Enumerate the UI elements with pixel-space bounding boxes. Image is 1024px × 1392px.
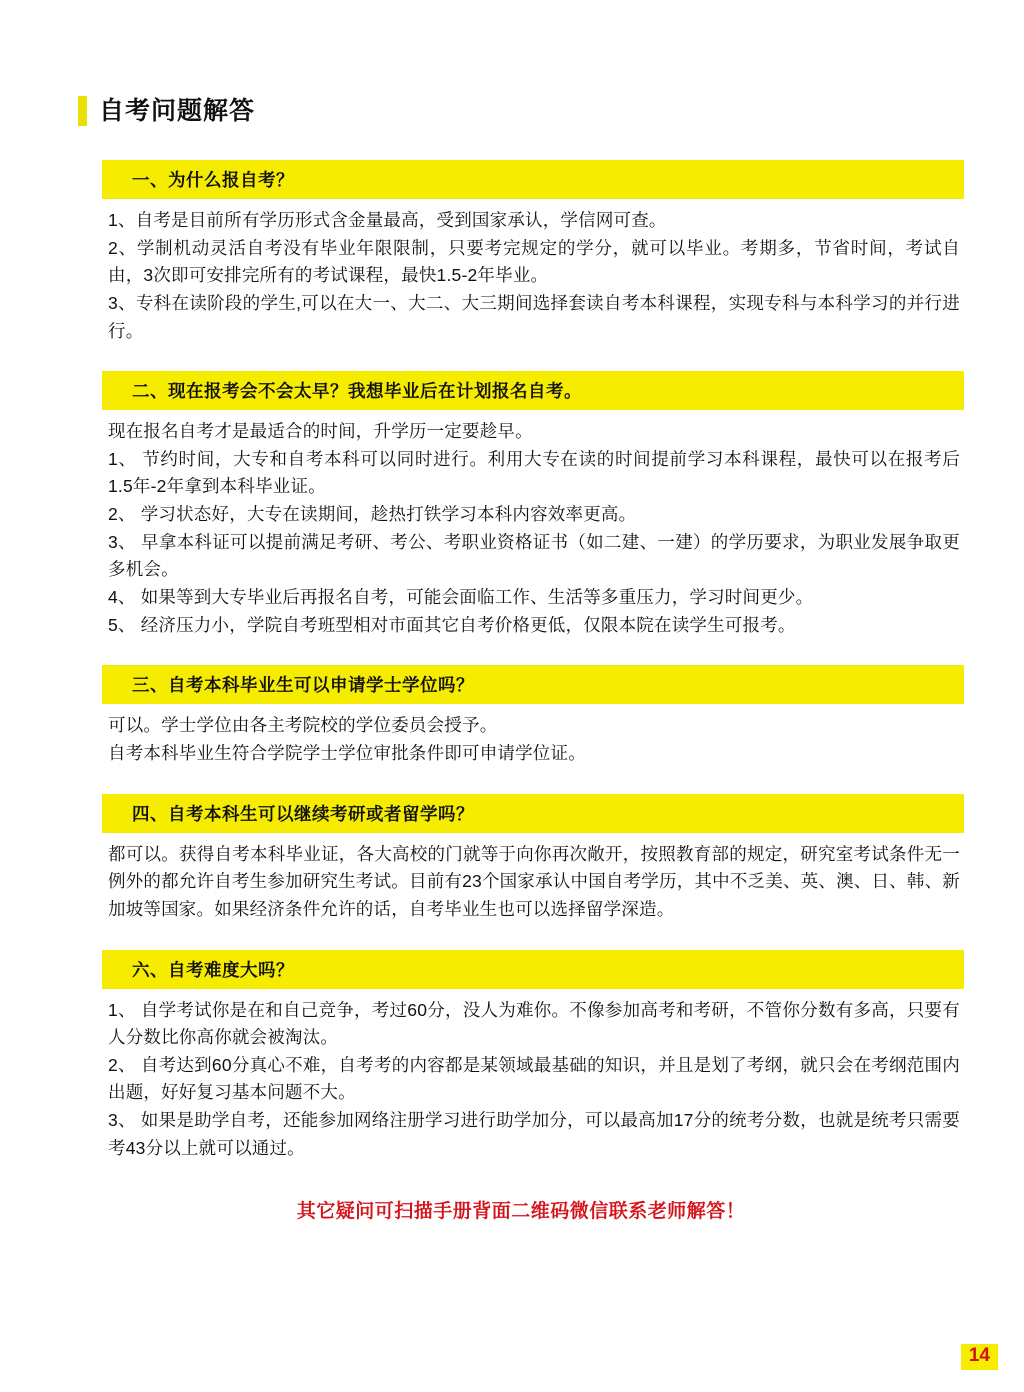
faq-heading: 六、自考难度大吗？ [102, 950, 964, 989]
faq-section-1 [78, 160, 964, 345]
faq-paragraph: 1、 自学考试你是在和自己竞争，考过60分，没人为难你。不像参加高考和考研，不管你分数有多高，只要有人分数比你高你就会被淘汰。 [108, 999, 960, 1048]
faq-paragraph: 4、 如果等到大专毕业后再报名自考，可能会面临工作、生活等多重压力，学习时间更少。 [108, 587, 814, 608]
faq-paragraph: 5、 经济压力小，学院自考班型相对市面其它自考价格更低，仅限本院在读学生可报考。 [108, 614, 796, 635]
faq-section-3 [78, 665, 964, 767]
faq-paragraph: 现在报名自考才是最适合的时间，升学历一定要趁早。 [108, 421, 533, 442]
faq-section-2 [78, 371, 964, 639]
faq-paragraph: 自考本科毕业生符合学院学士学位审批条件即可申请学位证。 [108, 742, 586, 763]
faq-paragraph: 2、 学习状态好，大专在读期间，趁热打铁学习本科内容效率更高。 [108, 504, 637, 525]
faq-body [78, 199, 964, 345]
faq-paragraph: 1、自考是目前所有学历形式含金量最高，受到国家承认，学信网可查。 [108, 210, 667, 230]
faq-paragraph: 2、学制机动灵活自考没有毕业年限限制，只要考完规定的学分，就可以毕业。考期多，节省时间，考试自由，3次即可安排完所有的考试课程，最快1.5-2年毕业。 [108, 237, 960, 286]
faq-paragraph: 都可以。获得自考本科毕业证，各大高校的门就等于向你再次敞开，按照教育部的规定，研究室考试条件无一例外的都允许自考生参加研究生考试。目前有23个国家承认中国自考学历，其中不乏美、英、澳、日、韩、新加坡等国家。如果经济条件允许的话，自考毕业生也可以选择留学深造。 [108, 843, 960, 919]
faq-heading: 四、自考本科生可以继续考研或者留学吗？ [102, 794, 964, 833]
faq-heading: 一、为什么报自考？ [102, 160, 964, 199]
faq-body [78, 833, 964, 924]
faq-body [78, 410, 964, 639]
footer-note: 其它疑问可扫描手册背面二维码微信联系老师解答！ [296, 1201, 746, 1223]
faq-body [78, 704, 964, 767]
faq-paragraph: 3、专科在读阶段的学生,可以在大一、大二、大三期间选择套读自考本科课程，实现专科与本科学习的并行进行。 [108, 292, 960, 341]
faq-paragraph: 1、 节约时间，大专和自考本科可以同时进行。利用大专在读的时间提前学习本科课程，最快可以在报考后1.5年-2年拿到本科毕业证。 [108, 448, 960, 497]
faq-section-6 [78, 950, 964, 1163]
page-title-text: 自考问题解答 [99, 96, 256, 125]
faq-paragraph: 可以。学士学位由各主考院校的学位委员会授予。 [108, 715, 498, 736]
faq-body [78, 989, 964, 1163]
faq-paragraph: 2、 自考达到60分真心不难，自考考的内容都是某领域最基础的知识，并且是划了考纲，就只会在考纲范围内出题，好好复习基本问题不大。 [108, 1054, 960, 1103]
faq-paragraph: 3、 早拿本科证可以提前满足考研、考公、考职业资格证书（如二建、一建）的学历要求，为职业发展争取更多机会。 [108, 531, 960, 580]
page-title [78, 96, 964, 126]
page-number: 14 [961, 1344, 998, 1370]
faq-section-4 [78, 794, 964, 924]
faq-heading: 二、现在报考会不会太早？我想毕业后在计划报名自考。 [102, 371, 964, 410]
faq-paragraph: 3、 如果是助学自考，还能参加网络注册学习进行助学加分，可以最高加17分的统考分数，也就是统考只需要考43分以上就可以通过。 [108, 1110, 960, 1158]
title-accent-bar [78, 96, 87, 126]
faq-heading: 三、自考本科毕业生可以申请学士学位吗？ [102, 665, 964, 704]
